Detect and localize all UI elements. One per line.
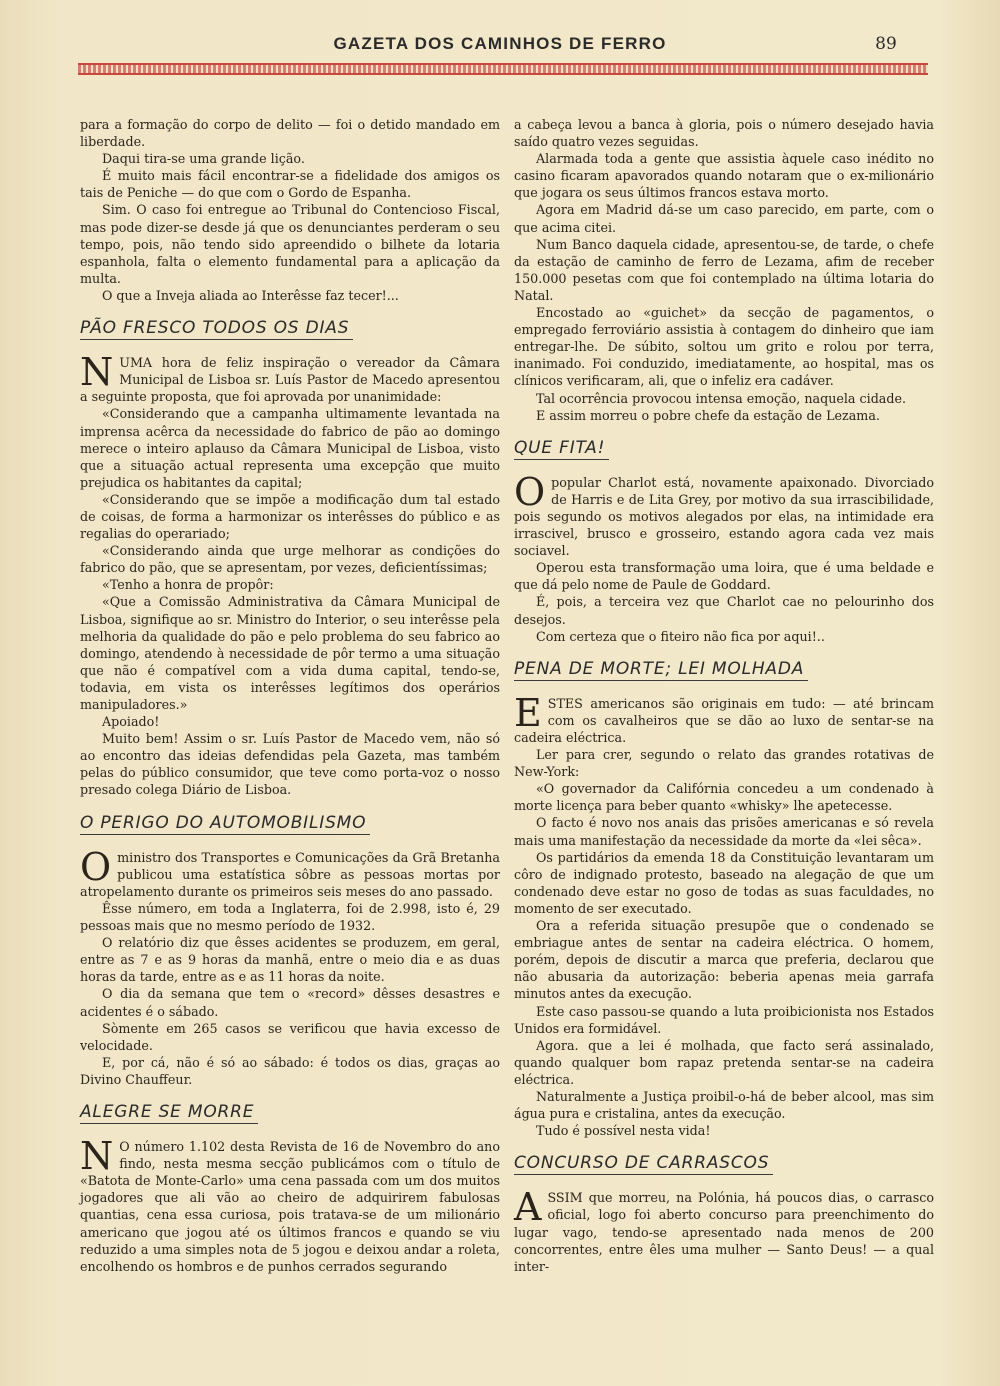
paragraph: «O governador da Califórnia concedeu a um condenado à morte licença para beber quanto «whisky» lhe apetecesse. — [514, 781, 934, 814]
drop-cap: O — [80, 844, 112, 889]
paragraph: «Tenho a honra de propôr: — [102, 577, 274, 593]
paragraph: O relatório diz que êsses acidentes se produzem, em geral, entre as 7 e as 9 horas da manhã, entre o meio dia e as duas horas da tarde, entre as e as 11 horas da noite. — [80, 935, 500, 985]
paragraph: É, pois, a terceira vez que Charlot cae no pelourinho dos desejos. — [514, 594, 934, 627]
paragraph: E, por cá, não é só ao sábado: é todos os dias, graças ao Divino Chauffeur. — [80, 1054, 500, 1087]
drop-cap: A — [514, 1185, 542, 1230]
paragraph: Ler para crer, segundo o relato das grandes rotativas de New-York: — [514, 747, 934, 780]
running-header — [0, 34, 1000, 58]
paragraph: a cabeça levou a banca à gloria, pois o número desejado havia saído quatro vezes seguidas. — [514, 117, 934, 150]
paragraph: «Que a Comissão Administrativa da Câmara Municipal de Lisboa, signifique ao sr. Ministro do Interior, o seu interêsse pela melhoria da qualidade do pão e pelo problema do seu fabrico ao domingo, atendendo à necessidade de pôr termo a uma situação que não é compatível com a vida duma capital, tendo-se, todavia, em vista os interêsses legítimos dos operários manipuladores.» — [80, 594, 500, 712]
section-title-pao-fresco: PÃO FRESCO TODOS OS DIAS — [80, 320, 353, 340]
lead-paragraph: N O número 1.102 desta Revista de 16 de Novembro do ano findo, nesta mesma secção publicámos com o título de «Batota de Monte-Carlo» uma cena passada com um dos muitos jogadores que ali vão ao cheiro de adquirirem fabulosas quantias, cena essa curiosa, pois tratava-se de um milionário americano que jogou até os últimos francos e quando se viu reduzido a uma simples nota de 5 jogou e deixou andar a roleta, encolhendo os hombros e de punhos cerrados segurando — [80, 1134, 500, 1274]
journal-title: GAZETA DOS CAMINHOS DE FERRO — [333, 34, 667, 53]
paragraph: O que a Inveja aliada ao Interêsse faz tecer!... — [102, 287, 399, 303]
drop-cap: E — [514, 690, 542, 735]
paragraph: Num Banco daquela cidade, apresentou-se, de tarde, o chefe da estação de caminho de ferro de Lezama, afim de receber 150.000 pesetas com que foi contemplado na última lotaria do Natal. — [514, 236, 934, 303]
page-number: 89 — [875, 34, 897, 54]
paragraph: Sòmente em 265 casos se verificou que havia excesso de velocidade. — [80, 1020, 500, 1053]
paragraph: Alarmada toda a gente que assistia àquele caso inédito no casino ficaram apavorados quando notaram que o ex-milionário que jogara os seus últimos francos estava morto. — [514, 151, 934, 201]
paragraph: Agora. que a lei é molhada, que facto será assinalado, quando qualquer bom rapaz pretenda sentar-se na cadeira eléctrica. — [514, 1037, 934, 1087]
lead-paragraph: ASSIM que morreu, na Polónia, há poucos dias, o carrasco oficial, logo foi aberto concurso para preenchimento do lugar vago, tendo-se apresentado nada menos de 200 concorrentes, entre êles uma mulher — Santo Deus! — a qual inter- — [514, 1185, 934, 1274]
paragraph: O dia da semana que tem o «record» dêsses desastres e acidentes é o sábado. — [80, 986, 500, 1019]
paragraph: Tal ocorrência provocou intensa emoção, naquela cidade. — [536, 390, 907, 406]
paragraph: O facto é novo nos anais das prisões americanas e só revela mais uma manifestação da necessidade da morte da «lei sêca». — [514, 815, 934, 848]
left-column — [80, 116, 500, 1275]
paragraph: Êsse número, em toda a Inglaterra, foi de 2.998, isto é, 29 pessoas mais que no mesmo período de 1932. — [80, 900, 500, 934]
paragraph: Os partidários da emenda 18 da Constituição levantaram um côro de indignado protesto, baseado na alegação de que um condenado deve estar no goso de todas as suas faculdades, no momento de ser executado. — [514, 849, 934, 916]
drop-cap: O — [514, 469, 546, 514]
paragraph: Tudo é possível nesta vida! — [536, 1123, 711, 1139]
paragraph: Com certeza que o fiteiro não fica por aqui!.. — [536, 628, 825, 644]
paragraph: Operou esta transformação uma loira, que é uma beldade e que dá pelo nome de Paule de Goddard. — [514, 560, 934, 593]
lead-paragraph: ESTES americanos são originais em tudo: — até brincam com os cavalheiros que se dão ao luxo de sentar-se na cadeira eléctrica. — [514, 690, 934, 745]
paragraph: Ora a referida situação presupõe que o condenado se embriague antes de sentar na cadeira eléctrica. O homem, porém, depois de discutir a marca que preferia, declarou que não abusaria da autorização: beberia apenas meia garrafa minutos antes da execução. — [514, 918, 934, 1002]
drop-cap: N — [80, 1134, 114, 1179]
paragraph: Daqui tira-se uma grande lição. — [102, 151, 305, 167]
paragraph: Encostado ao «guichet» da secção de pagamentos, o empregado ferroviário assistia à contagem do dinheiro que iam entregar-lhe. De súbito, soltou um grito e rolou por terra, inanimado. Foi conduzido, imediatamente, ao hospital, mas os clínicos verificaram, ali, que o infeliz era cadáver. — [514, 305, 934, 389]
paragraph: Naturalmente a Justiça proibil-o-há de beber alcool, mas sim água pura e cristalina, antes da execução. — [514, 1088, 934, 1122]
paragraph: É muito mais fácil encontrar-se a fidelidade dos amigos os tais de Peniche — do que com o Gordo de Espanha. — [80, 168, 500, 201]
section-title-concurso: CONCURSO DE CARRASCOS — [514, 1155, 773, 1175]
lead-paragraph: NUMA hora de feliz inspiração o vereador da Câmara Municipal de Lisboa sr. Luís Pastor de Macedo apresentou a seguinte proposta, que foi aprovada por unanimidade: — [80, 350, 500, 405]
right-column — [514, 116, 934, 1275]
section-title-pena-de-morte: PENA DE MORTE; LEI MOLHADA — [514, 661, 808, 681]
header-rule — [78, 63, 928, 75]
paragraph: Muito bem! Assim o sr. Luís Pastor de Macedo vem, não só ao encontro das ideias defendidas pela Gazeta, mas também pelas do público consumidor, que teve como porta-voz o nosso presado colega Diário de Lisboa. — [80, 731, 500, 798]
paragraph: Agora em Madrid dá-se um caso parecido, em parte, com o que acima citei. — [514, 202, 934, 235]
drop-cap: N — [80, 350, 114, 395]
paragraph: «Considerando que se impõe a modificação dum tal estado de coisas, de forma a harmonizar os interêsses do público e as regalias do operariado; — [80, 491, 500, 542]
lead-paragraph: Oministro dos Transportes e Comunicações da Grã Bretanha publicou uma estatística sôbre as pessoas mortas por atropelamento durante os primeiros seis meses do ano passado. — [80, 844, 500, 899]
paragraph: E assim morreu o pobre chefe da estação de Lezama. — [536, 407, 880, 423]
paragraph: para a formação do corpo de delito — foi o detido mandado em liberdade. — [80, 117, 500, 150]
section-title-que-fita: QUE FITA! — [514, 440, 609, 460]
section-title-perigo: O PERIGO DO AUTOMOBILISMO — [80, 815, 370, 835]
paragraph: «Considerando que a campanha ultimamente levantada na imprensa acêrca da necessidade do fabrico de pão ao domingo merece o inteiro aplauso da Câmara Municipal de Lisboa, visto que a situação actual representa uma excepção que muito prejudica os habitantes da capital; — [80, 406, 500, 490]
section-title-alegre: ALEGRE SE MORRE — [80, 1104, 258, 1124]
lead-paragraph: Opopular Charlot está, novamente apaixonado. Divorciado de Harris e de Lita Grey, por motivo da sua irrascibilidade, pois segundo os motivos alegados por elas, na intimidade era irrascivel, brusco e grosseiro, estando agora cada vez mais sociavel. — [514, 469, 934, 559]
paragraph: Este caso passou-se quando a luta proibicionista nos Estados Unidos era formidável. — [514, 1003, 934, 1036]
paragraph: «Considerando ainda que urge melhorar as condições do fabrico do pão, que se apresentam, por vezes, deficientíssimas; — [80, 543, 500, 576]
paragraph: Apoiado! — [102, 714, 160, 730]
paragraph: Sim. O caso foi entregue ao Tribunal do Contencioso Fiscal, mas pode dizer-se desde já que os denunciantes perderam o seu tempo, pois, não tendo sido apreendido o bilhete da lotaria espanhola, falta o elemento fundamental para a aplicação da multa. — [80, 202, 500, 286]
